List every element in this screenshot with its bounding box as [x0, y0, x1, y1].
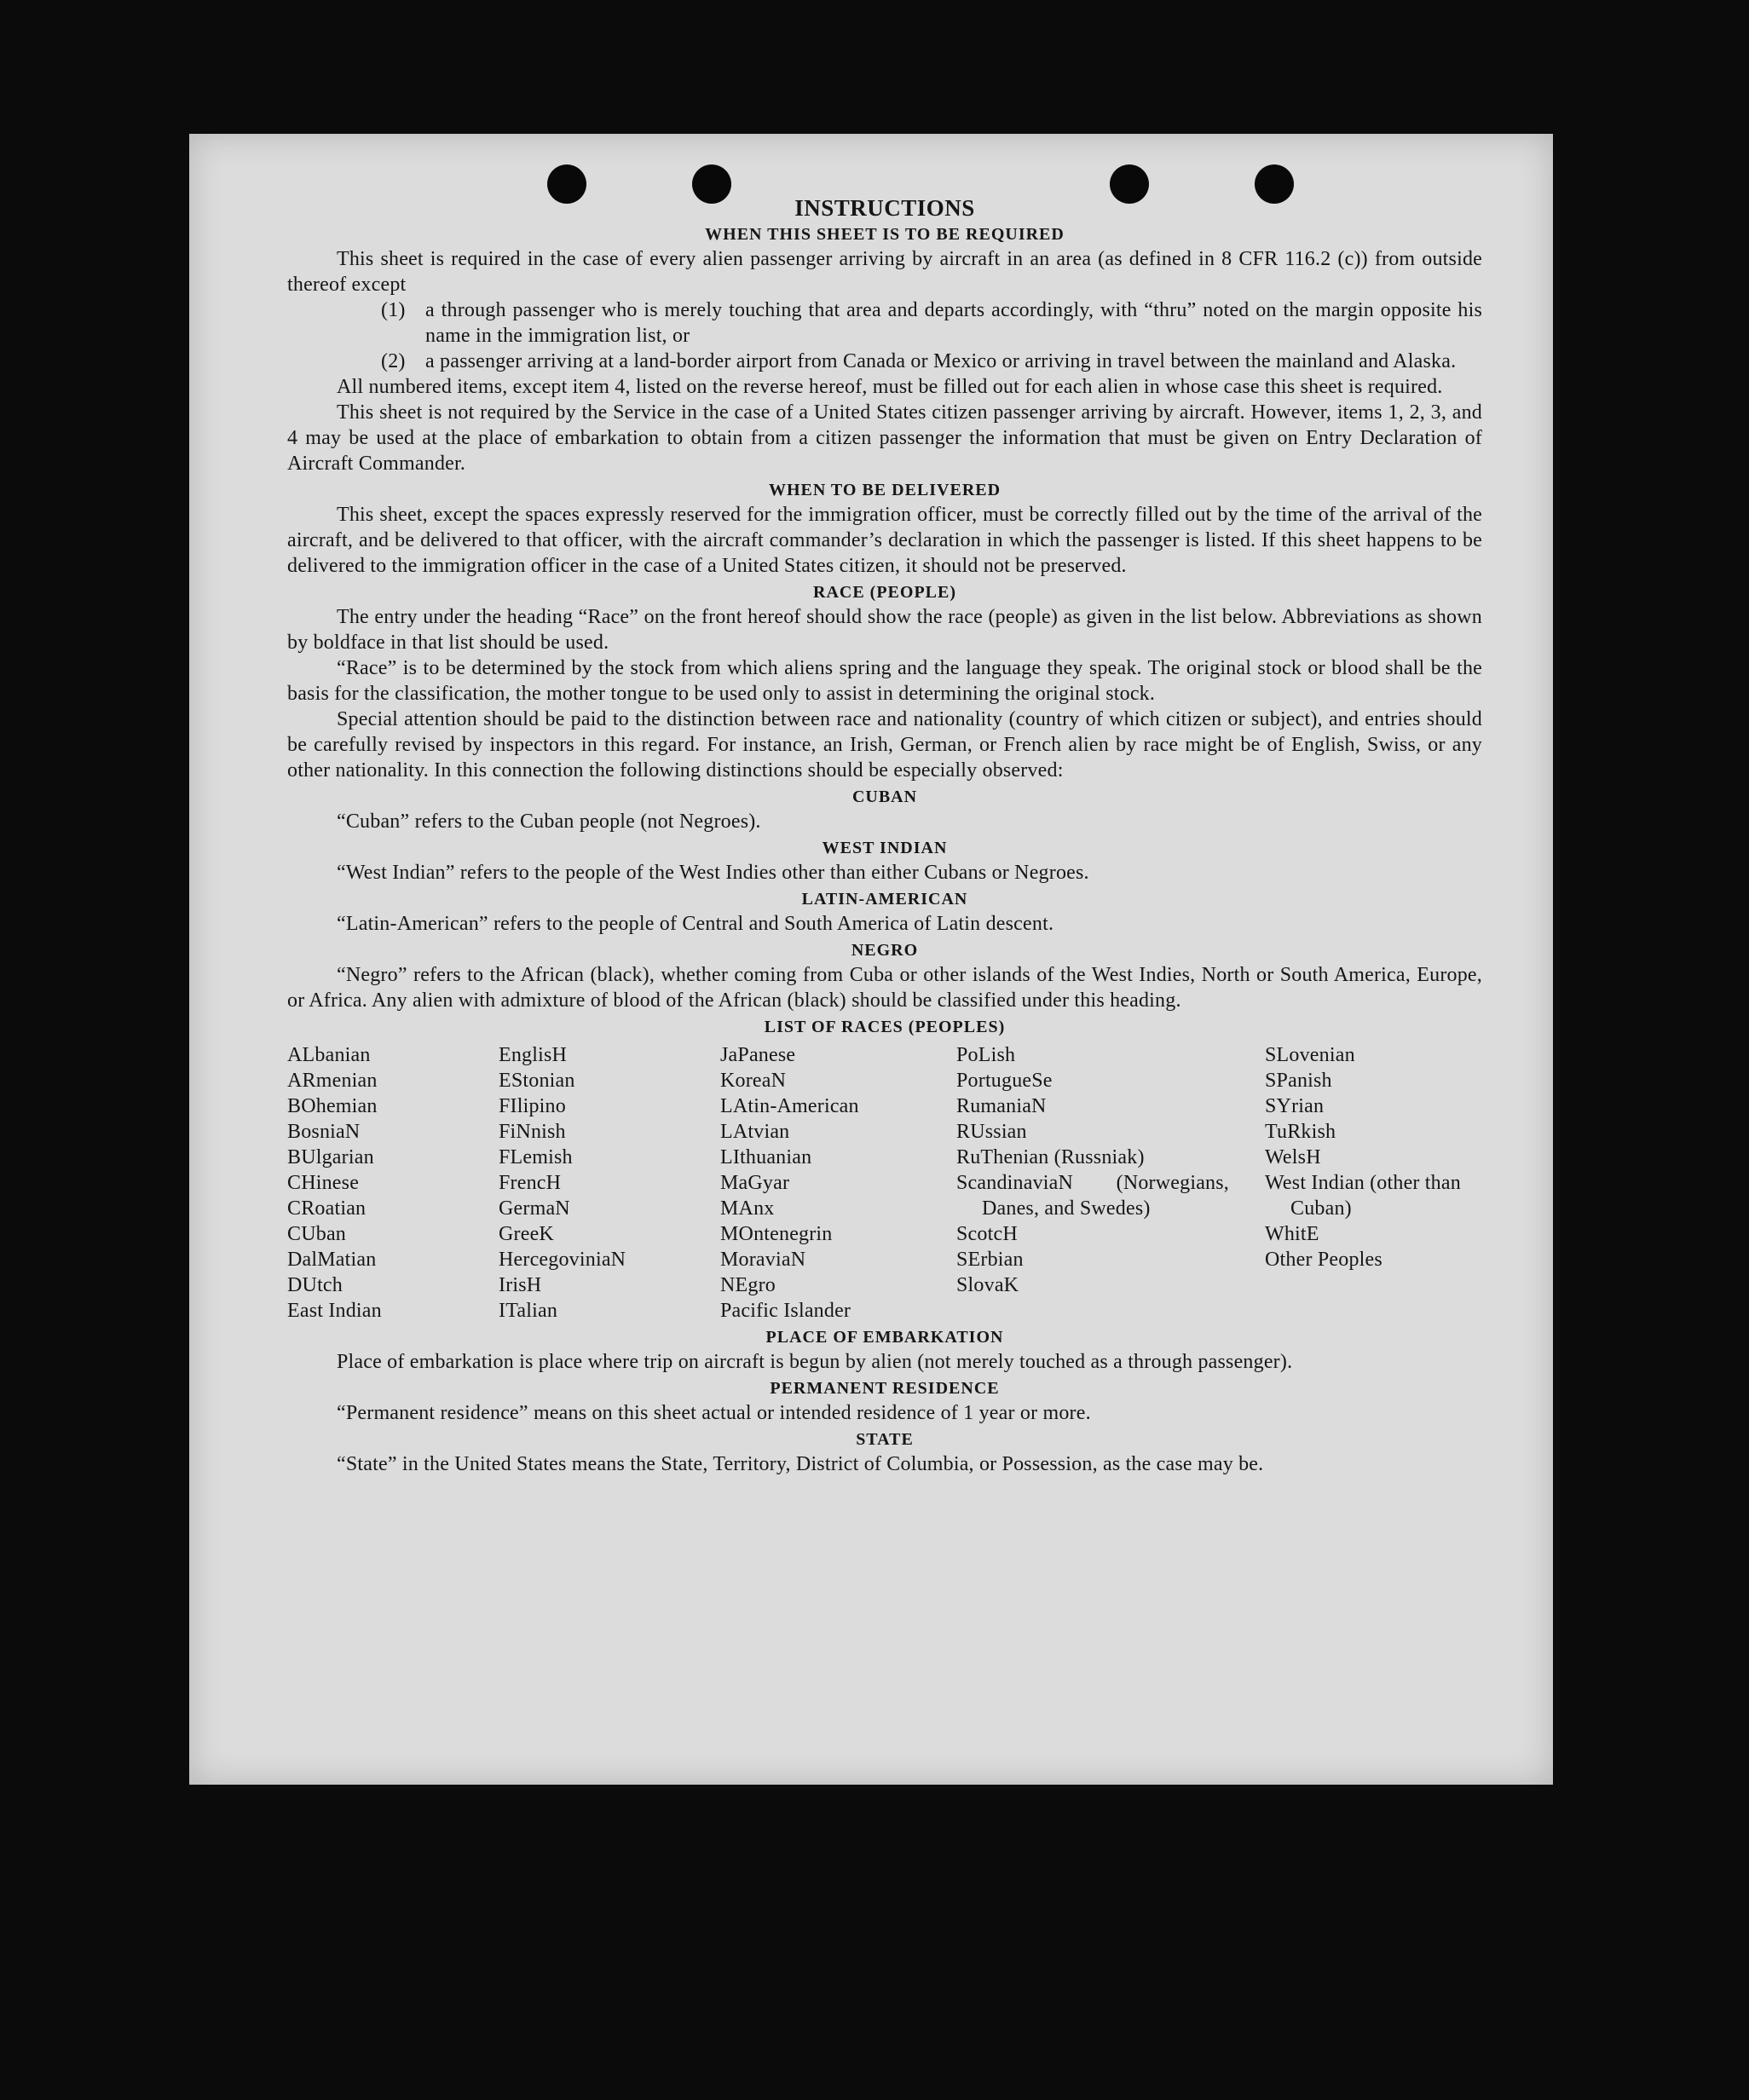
- race-entry: FIlipino: [499, 1095, 566, 1117]
- race-entry: MaGyar: [720, 1172, 790, 1194]
- race-entry: Other Peoples: [1265, 1249, 1382, 1271]
- race-entry: Pacific Islander: [720, 1300, 851, 1322]
- race-column: [499, 1042, 720, 1324]
- race-entry: GermaN: [499, 1197, 570, 1220]
- paragraph: Special attention should be paid to the distinction between race and nationality (country of which citizen or subject), and entries should be carefully revised by inspectors in this regard. For instance, an Irish, German, or French alien by race might be of English, Swiss, or any other nationality. In this connection the following distinctions should be especially observed:: [287, 708, 1482, 782]
- race-list-heading: LIST OF RACES (PEOPLES): [764, 1018, 1006, 1036]
- item-number: (1): [381, 299, 406, 321]
- list-item: [381, 349, 1482, 374]
- paragraph: The entry under the heading “Race” on the front hereof should show the race (people) as given in the list below. Abbreviations as shown by boldface in that list should be used.: [287, 606, 1482, 654]
- race-entry: DalMatian: [287, 1249, 377, 1271]
- document-title: INSTRUCTIONS: [794, 195, 975, 221]
- section-heading-negro: NEGRO: [851, 941, 919, 960]
- section-heading-residence: PERMANENT RESIDENCE: [770, 1379, 1000, 1398]
- race-entry: BOhemian: [287, 1095, 378, 1117]
- section-heading-latin-american: LATIN-AMERICAN: [801, 890, 968, 909]
- list-item: [381, 297, 1482, 349]
- race-entry: West Indian (other than Cuban): [1265, 1172, 1461, 1220]
- race-column: [287, 1042, 499, 1324]
- race-entry: SYrian: [1265, 1095, 1325, 1117]
- race-column: [1265, 1042, 1482, 1324]
- race-entry: CUban: [287, 1223, 346, 1245]
- race-entry: MAnx: [720, 1197, 775, 1220]
- race-entry: BUlgarian: [287, 1146, 374, 1168]
- race-entry: RumaniaN: [956, 1095, 1047, 1117]
- item-number: (2): [381, 350, 406, 372]
- paragraph: This sheet, except the spaces expressly reserved for the immigration officer, must be correctly filled out by the time of the arrival of the aircraft, and be delivered to that officer, with the aircraft commander’s declaration in which the passenger is listed. If this sheet happens to be delivered to the immigration officer in the case of a United States citizen, it should not be preserved.: [287, 504, 1482, 577]
- race-column: [720, 1042, 956, 1324]
- section-heading-west-indian: WEST INDIAN: [822, 839, 948, 857]
- document-body: [287, 195, 1482, 1477]
- definition-text: “Negro” refers to the African (black), whether coming from Cuba or other islands of the West Indies, North or South America, Europe, or Africa. Any alien with admixture of blood of the African (black) should be classified under this heading.: [287, 964, 1482, 1012]
- definition-text: “West Indian” refers to the people of the West Indies other than either Cubans or Negroes.: [337, 862, 1089, 884]
- race-entry: LIthuanian: [720, 1146, 812, 1168]
- paragraph: All numbered items, except item 4, listed on the reverse hereof, must be filled out for each alien in whose case this sheet is required.: [337, 376, 1443, 398]
- item-text: a passenger arriving at a land-border airport from Canada or Mexico or arriving in travel between the mainland and Alaska.: [425, 350, 1457, 372]
- race-entry: NEgro: [720, 1274, 776, 1296]
- section-heading-state: STATE: [856, 1430, 914, 1449]
- race-entry: RuThenian (Russniak): [956, 1146, 1145, 1168]
- race-entry: ALbanian: [287, 1044, 371, 1066]
- race-entry: WhitE: [1265, 1223, 1319, 1245]
- race-entry: SErbian: [956, 1249, 1024, 1271]
- race-entry: FiNnish: [499, 1121, 566, 1143]
- definition-text: “State” in the United States means the State, Territory, District of Columbia, or Possession, as the case may be.: [337, 1453, 1264, 1475]
- paragraph: This sheet is not required by the Service in the case of a United States citizen passenger arriving by aircraft. However, items 1, 2, 3, and 4 may be used at the place of embarkation to obtain from a citizen passenger the information that must be given on Entry Declaration of Aircraft Commander.: [287, 401, 1482, 475]
- race-entry: SlovaK: [956, 1274, 1019, 1296]
- race-entry: LAtin-American: [720, 1095, 859, 1117]
- definition-text: Place of embarkation is place where trip on aircraft is begun by alien (not merely touched as a through passenger).: [337, 1351, 1293, 1373]
- race-entry: SLovenian: [1265, 1044, 1355, 1066]
- definition-text: “Permanent residence” means on this sheet actual or intended residence of 1 year or more.: [337, 1402, 1091, 1424]
- race-entry: MOntenegrin: [720, 1223, 833, 1245]
- race-entry: ScotcH: [956, 1223, 1018, 1245]
- paragraph: “Race” is to be determined by the stock from which aliens spring and the language they speak. The original stock or blood shall be the basis for the classification, the mother tongue to be used only to assist in determining the original stock.: [287, 657, 1482, 705]
- section-heading-cuban: CUBAN: [851, 788, 918, 806]
- race-entry: DUtch: [287, 1274, 343, 1296]
- paragraph: This sheet is required in the case of every alien passenger arriving by aircraft in an area (as defined in 8 CFR 116.2 (c)) from outside thereof except: [287, 248, 1482, 296]
- race-entry: BosniaN: [287, 1121, 361, 1143]
- race-entry: GreeK: [499, 1223, 554, 1245]
- race-entry: ITalian: [499, 1300, 558, 1322]
- race-entry: MoraviaN: [720, 1249, 806, 1271]
- race-entry: EStonian: [499, 1070, 575, 1092]
- race-entry: PoLish: [956, 1044, 1016, 1066]
- race-entry: KoreaN: [720, 1070, 787, 1092]
- section-heading-embarkation: PLACE OF EMBARKATION: [765, 1328, 1004, 1347]
- race-entry: HercegoviniaN: [499, 1249, 626, 1271]
- race-entry: RUssian: [956, 1121, 1027, 1143]
- race-entry: FrencH: [499, 1172, 562, 1194]
- race-entry: ARmenian: [287, 1070, 378, 1092]
- race-entry: EnglisH: [499, 1044, 568, 1066]
- definition-text: “Latin-American” refers to the people of Central and South America of Latin descent.: [337, 913, 1054, 935]
- race-entry: PortugueSe: [956, 1070, 1053, 1092]
- race-entry: FLemish: [499, 1146, 573, 1168]
- definition-text: “Cuban” refers to the Cuban people (not Negroes).: [337, 811, 761, 833]
- race-entry: CRoatian: [287, 1197, 367, 1220]
- race-entry: East Indian: [287, 1300, 382, 1322]
- race-entry: TuRkish: [1265, 1121, 1336, 1143]
- race-entry: JaPanese: [720, 1044, 796, 1066]
- race-column: [956, 1042, 1265, 1324]
- item-text: a through passenger who is merely touching that area and departs accordingly, with “thru” noted on the margin opposite his name in the immigration list, or: [425, 299, 1482, 347]
- section-heading-when-delivered: WHEN TO BE DELIVERED: [768, 481, 1001, 499]
- race-entry: WelsH: [1265, 1146, 1321, 1168]
- section-heading-race: RACE (PEOPLE): [813, 583, 956, 602]
- race-list: [287, 1042, 1482, 1324]
- race-entry: IrisH: [499, 1274, 542, 1296]
- race-entry: CHinese: [287, 1172, 360, 1194]
- race-entry: SPanish: [1265, 1070, 1332, 1092]
- race-entry: LAtvian: [720, 1121, 790, 1143]
- race-entry: ScandinaviaN (Norwegians, Danes, and Swedes): [956, 1172, 1229, 1220]
- document-page: [189, 134, 1553, 1785]
- section-heading-when-required: WHEN THIS SHEET IS TO BE REQUIRED: [705, 225, 1065, 244]
